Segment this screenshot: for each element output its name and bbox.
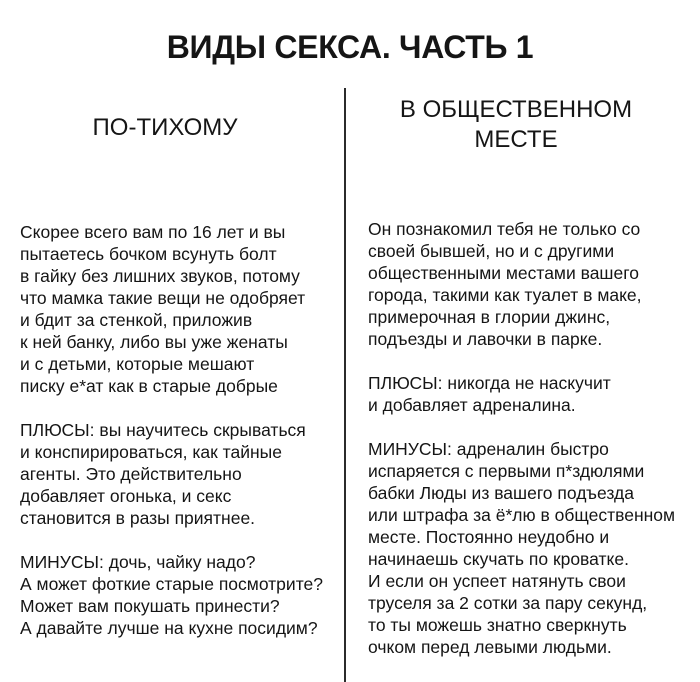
text-line: становится в разы приятнее.: [20, 508, 256, 528]
heading-line: МЕСТЕ: [474, 126, 558, 153]
text-line: МИНУСЫ: дочь, чайку надо?: [20, 552, 256, 572]
text-line: своей бывшей, но и с другими: [368, 241, 615, 261]
heading-line: В ОБЩЕСТВЕННОМ: [399, 96, 633, 123]
right-column: [368, 218, 696, 658]
page-title: ВИДЫ СЕКСА. ЧАСТЬ 1: [166, 29, 534, 65]
right-description: [368, 218, 696, 350]
text-line: ПЛЮСЫ: никогда не наскучит: [368, 373, 611, 393]
text-line: или штрафа за ё*лю в общественном: [368, 505, 676, 525]
text-line: испаряется с первыми п*здюлями: [368, 461, 645, 481]
text-line: А может фоткие старые посмотрите?: [20, 574, 323, 594]
text-line: к ней банку, либо вы уже женаты: [20, 332, 288, 352]
column-divider: [344, 88, 346, 682]
text-line: Он познакомил тебя не только со: [368, 219, 641, 239]
text-line: и конспирироваться, как тайные: [20, 442, 282, 462]
left-description: [20, 221, 340, 397]
right-pros: [368, 372, 696, 416]
text-line: общественными местами вашего: [368, 263, 639, 283]
text-line: И если он успеет натянуть свои: [368, 571, 626, 591]
text-line: труселя за 2 сотки за пару секунд,: [368, 593, 648, 613]
text-line: примерочная в глории джинс,: [368, 307, 611, 327]
text-line: и с детьми, которые мешают: [20, 354, 255, 374]
text-line: А давайте лучше на кухне посидим?: [20, 618, 318, 638]
text-line: Может вам покушать принести?: [20, 596, 280, 616]
text-line: МИНУСЫ: адреналин быстро: [368, 439, 609, 459]
left-column: [20, 221, 340, 639]
text-line: писку е*ат как в старые добрые: [20, 376, 278, 396]
text-line: начинаешь скучать по кроватке.: [368, 549, 629, 569]
left-pros: [20, 419, 340, 529]
text-line: подъезды и лавочки в парке.: [368, 329, 603, 349]
text-line: города, такими как туалет в маке,: [368, 285, 642, 305]
text-line: очком перед левыми людьми.: [368, 637, 612, 657]
right-cons: [368, 438, 696, 658]
text-line: месте. Постоянно неудобно и: [368, 527, 610, 547]
text-line: и бдит за стенкой, приложив: [20, 310, 253, 330]
text-line: и добавляет адреналина.: [368, 395, 576, 415]
text-line: пытаетесь бочком всунуть болт: [20, 244, 277, 264]
text-line: агенты. Это действительно: [20, 464, 242, 484]
left-column-heading: ПО-ТИХОМУ: [92, 114, 238, 141]
text-line: ПЛЮСЫ: вы научитесь скрываться: [20, 420, 306, 440]
text-line: добавляет огонька, и секс: [20, 486, 232, 506]
text-line: что мамка такие вещи не одобряет: [20, 288, 306, 308]
right-column-heading: [346, 95, 686, 155]
text-line: то ты можешь знатно сверкнуть: [368, 615, 627, 635]
left-cons: [20, 551, 340, 639]
text-line: в гайку без лишних звуков, потому: [20, 266, 300, 286]
text-line: Скорее всего вам по 16 лет и вы: [20, 222, 286, 242]
text-line: бабки Люды из вашего подъезда: [368, 483, 634, 503]
